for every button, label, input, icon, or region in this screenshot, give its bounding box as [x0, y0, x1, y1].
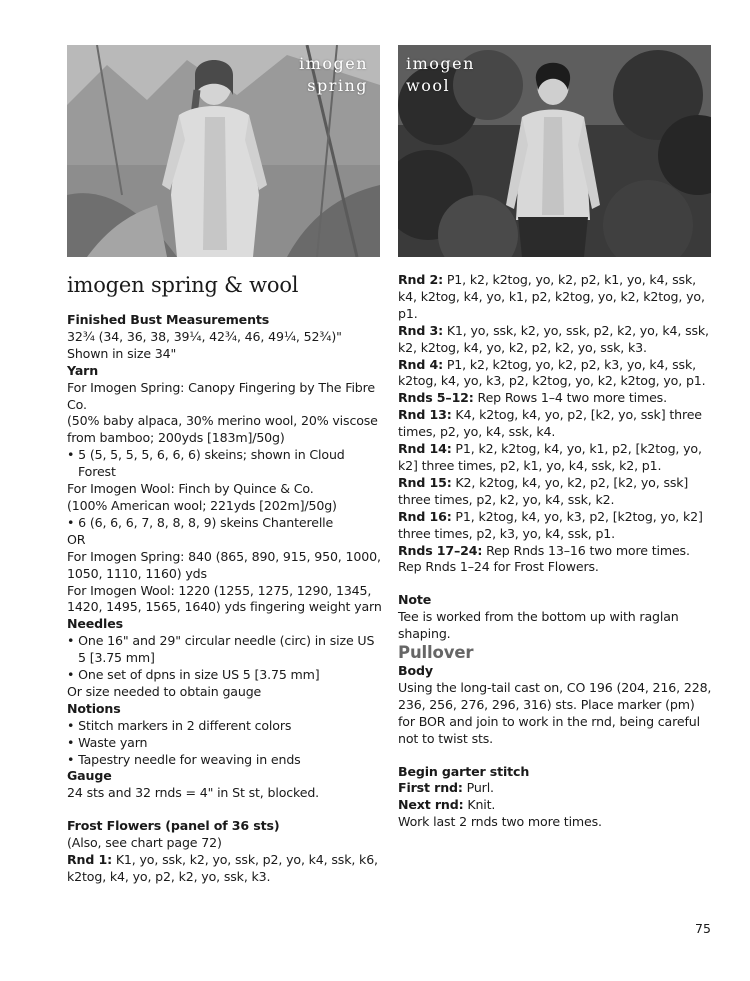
gauge-heading: Gauge	[67, 768, 112, 784]
yarn-wool-fiber: (100% American wool; 221yds [202m]/50g)	[67, 497, 337, 513]
frost-heading: Frost Flowers (panel of 36 sts)	[67, 818, 280, 834]
rnd-text: Rep Rows 1–4 two more times.	[473, 390, 667, 406]
work-text: Work last 2 rnds two more times.	[398, 814, 602, 830]
rnd-1	[67, 852, 383, 886]
yarn-spring-label: For Imogen Spring: Canopy Fingering by The Fibre Co.	[67, 379, 375, 412]
needle-item: • One set of dpns in size US 5 [3.75 mm]	[67, 667, 320, 683]
yarn-or: OR	[67, 531, 86, 547]
first-rnd	[398, 780, 714, 797]
rep-text: Rep Rnds 1–24 for Frost Flowers.	[398, 559, 599, 575]
garter-heading: Begin garter stitch	[398, 763, 530, 779]
rnd-label: Next rnd:	[398, 797, 464, 813]
rnd-label: Rnds 5–12:	[398, 390, 474, 406]
yarn-spring-fiber: (50% baby alpaca, 30% merino wool, 20% viscose from bamboo; 200yds [183m]/50g)	[67, 413, 378, 446]
rnd-13	[398, 407, 714, 441]
yardage-spring	[67, 549, 383, 583]
caption-line: imogen	[406, 54, 475, 73]
rnd-label: Rnd 4:	[398, 356, 443, 372]
rnd-text: P1, k2, k2tog, yo, k2, p2, k1, yo, k4, ssk, k4, k2tog, k4, yo, k1, p2, k2tog, yo, k2, k2tog, yo, p1.	[398, 272, 705, 321]
rnd-4	[398, 357, 714, 391]
rnd-16	[398, 509, 714, 543]
pattern-title: imogen spring & wool	[67, 273, 299, 297]
photo-imogen-spring	[67, 45, 380, 257]
rnd-label: First rnd:	[398, 780, 463, 796]
caption-line: spring	[307, 76, 368, 95]
gauge-text: 24 sts and 32 rnds = 4" in St st, blocked.	[67, 785, 320, 801]
rnd-text: P1, k2, k2tog, k4, yo, k1, p2, [k2tog, yo, k2] three times, p2, k1, yo, k4, ssk, k2, p1.	[398, 441, 702, 473]
rnd-label: Rnd 15:	[398, 474, 452, 490]
needle-item: • One 16" and 29" circular needle (circ) in size US 5 [3.75 mm]	[67, 633, 375, 666]
rnd-label: Rnd 1:	[67, 852, 112, 868]
rnd-label: Rnds 17–24:	[398, 542, 483, 558]
bust-sizes: 32¾ (34, 36, 38, 39¼, 42¾, 46, 49¼, 52¾)"	[67, 328, 342, 344]
photo-caption-wool	[406, 53, 475, 97]
rnd-text: Knit.	[463, 797, 496, 813]
rnd-15	[398, 475, 714, 509]
rnd-14	[398, 441, 714, 475]
rnd-text: K1, yo, ssk, k2, yo, ssk, p2, yo, k4, ssk, k6, k2tog, k4, yo, p2, k2, yo, ssk, k3.	[67, 852, 378, 884]
yardage-spring-label: For Imogen Spring:	[67, 548, 185, 564]
frost-chart-note: (Also, see chart page 72)	[67, 835, 222, 851]
rnd-2	[398, 272, 714, 323]
spacer	[398, 748, 714, 764]
rnd-text: P1, k2, k2tog, yo, k2, p2, k3, yo, k4, ssk, k2tog, k4, yo, k3, p2, k2tog, yo, k2, k2tog, yo, p1.	[398, 356, 706, 389]
photo-imogen-wool	[398, 45, 711, 257]
yarn-spring-skeins: • 5 (5, 5, 5, 5, 6, 6, 6) skeins; shown in Cloud Forest	[67, 447, 345, 480]
bust-shown: Shown in size 34"	[67, 345, 177, 361]
needle-note: Or size needed to obtain gauge	[67, 683, 262, 699]
note-text: Tee is worked from the bottom up with raglan shaping.	[398, 609, 679, 642]
body-heading: Body	[398, 663, 433, 679]
needles-heading: Needles	[67, 616, 123, 632]
caption-line: wool	[406, 76, 451, 95]
body-text: Using the long-tail cast on, CO 196 (204, 216, 228, 236, 256, 276, 296, 316) sts. Place marker (pm) for BOR and join to work in the rnd, being careful not to twist sts.	[398, 679, 712, 746]
notion-item: • Tapestry needle for weaving in ends	[67, 751, 301, 767]
rnd-5-12	[398, 390, 714, 407]
rnd-label: Rnd 2:	[398, 272, 443, 287]
left-column	[67, 272, 383, 886]
photo-caption-spring	[299, 53, 368, 97]
notion-item: • Waste yarn	[67, 734, 148, 750]
notion-item: • Stitch markers in 2 different colors	[67, 717, 292, 733]
right-column	[398, 272, 714, 831]
notions-heading: Notions	[67, 700, 121, 716]
yarn-wool-label: For Imogen Wool: Finch by Quince & Co.	[67, 481, 314, 497]
rnd-text: Purl.	[462, 780, 494, 796]
rnd-3	[398, 323, 714, 357]
note-heading: Note	[398, 592, 432, 608]
bust-heading: Finished Bust Measurements	[67, 312, 270, 327]
rnd-text: K1, yo, ssk, k2, yo, ssk, p2, k2, yo, k4, ssk, k2, k2tog, k4, yo, k2, p2, k2, yo, ssk, k3.	[398, 322, 709, 355]
rnd-label: Rnd 16:	[398, 508, 452, 524]
yardage-wool-label: For Imogen Wool:	[67, 582, 175, 598]
rnd-text: Rep Rnds 13–16 two more times.	[482, 542, 690, 558]
rnd-17-24	[398, 543, 714, 560]
rnd-text: K4, k2tog, k4, yo, p2, [k2, yo, ssk] three times, p2, yo, k4, ssk, k4.	[398, 407, 702, 440]
next-rnd	[398, 797, 714, 814]
yardage-wool	[67, 583, 383, 617]
spacer	[398, 576, 714, 592]
pullover-heading: Pullover	[398, 643, 474, 663]
yardage-spring-value: 840 (865, 890, 915, 950, 1000, 1050, 1110, 1160) yds	[67, 548, 381, 581]
rnd-label: Rnd 3:	[398, 322, 443, 338]
yarn-heading: Yarn	[67, 362, 99, 378]
yarn-wool-skeins: • 6 (6, 6, 6, 7, 8, 8, 8, 9) skeins Chanterelle	[67, 514, 334, 530]
yardage-wool-value: 1220 (1255, 1275, 1290, 1345, 1420, 1495, 1565, 1640) yds fingering weight yarn	[67, 582, 382, 615]
spacer	[67, 802, 383, 818]
rnd-label: Rnd 13:	[398, 407, 452, 423]
caption-line: imogen	[299, 54, 368, 73]
rnd-text: P1, k2tog, k4, yo, k3, p2, [k2tog, yo, k2] three times, p2, k3, yo, k4, ssk, p1.	[398, 508, 703, 541]
rnd-label: Rnd 14:	[398, 441, 452, 457]
page-number: 75	[695, 921, 711, 936]
rnd-text: K2, k2tog, k4, yo, k2, p2, [k2, yo, ssk] three times, p2, k2, yo, k4, ssk, k2.	[398, 474, 689, 507]
